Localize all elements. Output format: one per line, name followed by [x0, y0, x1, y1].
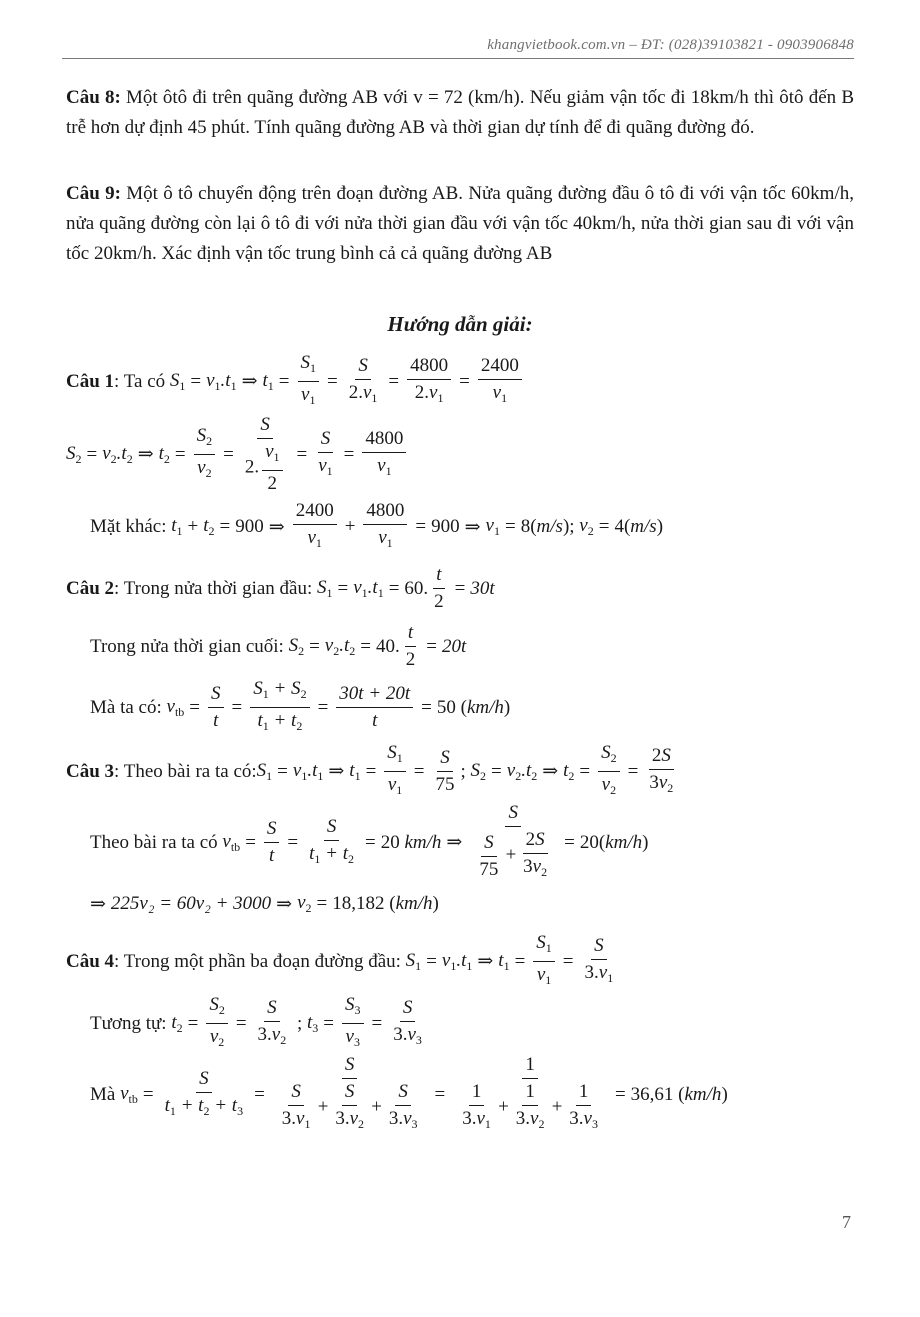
- question-text: Một ô tô chuyển động trên đoạn đường AB. Nửa quãng đường đầu ô tô đi với vận tốc 60km/h, nửa quãng đường còn lại ô tô đi với nửa thời gian đầu với vận tốc 40km/h, nửa thời gian sau đi với vận tốc 20km/h. Xác định vận tốc trung bình cả cả quãng đường AB: [66, 183, 854, 264]
- equation: 225v₂ = 60v₂ + 3000: [110, 893, 272, 914]
- solution-4-line-1: Câu 4 : Trong một phần ba đoạn đường đầu: $S_1$ = $v_1.t_1$ ⇒ $t_1$ = $\frac{S_1}{v_1}$ = $\frac{S}{3.v_1}$: [66, 932, 614, 987]
- numerator: 4800: [363, 500, 407, 525]
- solution-intro: : Ta có: [114, 370, 166, 392]
- solution-2-line-3: Mà ta có: $v_{tb}$ = $\frac{S}{t}$ = $\frac{S_1 + S_2}{t_1 + t_2}$ = $\frac{30t + 20t}{t}$ = 50 ( km/h ): [90, 678, 511, 733]
- line-intro: Mặt khác:: [90, 516, 167, 537]
- header-text: khangvietbook.com.vn – ĐT: (028)39103821 - 0903906848: [487, 37, 854, 53]
- line-intro: Theo bài ra ta có: [90, 831, 218, 853]
- value: 30t: [470, 577, 495, 599]
- numerator: 4800: [362, 428, 406, 453]
- solution-label: Câu 4: [66, 950, 115, 972]
- numerator: 4800: [407, 355, 451, 380]
- value: 40: [375, 635, 395, 657]
- value: 30t: [339, 683, 364, 704]
- unit: km/h: [605, 831, 643, 853]
- denominator: 75: [435, 774, 455, 795]
- solution-3-line-3: ⇒ 225v₂ = 60v₂ + 3000 ⇒ $v_2$ = 18,182 ( km/h ): [90, 892, 439, 915]
- value: 8: [520, 516, 531, 537]
- line-intro: Mà: [90, 1083, 116, 1105]
- unit: km/h: [404, 831, 442, 853]
- result-value: 50: [436, 696, 456, 718]
- question-label: Câu 8:: [66, 87, 121, 108]
- solution-2-line-1: Câu 2 : Trong nửa thời gian đầu: $S_1$ = $v_1.t_1$ = 60 . $\frac{t}{2}$ = 30t: [66, 564, 495, 612]
- solutions-title: Hướng dẫn giải:: [387, 312, 533, 336]
- value: 20t: [385, 683, 411, 704]
- solution-label: Câu 1: [66, 370, 115, 392]
- solution-3-line-2: Theo bài ra ta có $v_{tb}$ = $\frac{S}{t}$ = $\frac{S}{t_1 + t_2}$ = 20 km/h ⇒ S $\frac{S}{75}$ + $\frac{2S}{3v_2}$ = 20 ( km/h ): [90, 802, 649, 880]
- value: 4: [614, 516, 624, 537]
- line-intro: Trong nửa thời gian cuối:: [90, 635, 284, 657]
- value: 900: [235, 516, 264, 537]
- result-value: 18,182: [332, 893, 385, 914]
- unit: km/h: [395, 893, 433, 914]
- solution-1-line-2: $S_2$ = $v_2.t_2$ ⇒ $t_2$ = $\frac{S_2}{v_2}$ = S 2. $\frac{v_1}{2}$ = $\frac{S}{v_1}$ = $\frac{4800}{v_1}$: [66, 414, 409, 495]
- line-intro: Mà ta có:: [90, 696, 162, 718]
- numerator: 2400: [293, 500, 337, 525]
- numerator: 2400: [478, 355, 522, 380]
- solution-4-line-3: Mà $v_{tb}$ = $\frac{S}{t_1 + t_2 + t_3}$ = S $\frac{S}{3.v_1}$ + $\frac{S}{3.v_2}$ + $\frac{S}{3.v_3}$ = 1 $\frac{1}{3.v_1}$ + $\frac{1}{3.v_2}$ + $\frac{1}{3.v_3}$ = 36,61 ( km/h ): [90, 1054, 728, 1131]
- solution-label: Câu 3: [66, 760, 115, 782]
- question-9: [66, 179, 854, 269]
- solution-intro: : Trong một phần ba đoạn đường đầu:: [114, 950, 401, 972]
- result-value: 36,61: [630, 1083, 674, 1105]
- value: 20t: [441, 635, 467, 657]
- solution-intro: : Trong nửa thời gian đầu:: [114, 577, 313, 599]
- solution-1-line-3: Mặt khác: $t_1$ + $t_2$ = 900 ⇒ $\frac{2400}{v_1}$ + $\frac{4800}{v_1}$ = 900 ⇒ $v_1$ = 8 ( m/s ); $v_2$ = 4 ( m/s ): [90, 500, 664, 550]
- unit: m/s: [536, 516, 563, 537]
- page-number: 7: [842, 1212, 851, 1232]
- solution-2-line-2: Trong nửa thời gian cuối: $S_2$ = $v_2.t_2$ = 40 . $\frac{t}{2}$ = 20t: [90, 622, 467, 670]
- solution-1-line-1: Câu 1 : Ta có $S_1$ = $v_1.t_1$ ⇒ $t_1$ = $\frac{S_1}{v_1}$ = $\frac{S}{2.v_1}$ = $\frac{4800}{2.v_1}$ = $\frac{2400}{v_1}$: [66, 352, 525, 411]
- question-text: Một ôtô đi trên quãng đường AB với v = 72 (km/h). Nếu giảm vận tốc đi 18km/h thì ôtô đến B trễ hơn dự định 45 phút. Tính quãng đường AB và thời gian dự tính để đi quãng đường đó.: [66, 87, 854, 138]
- value: 900: [431, 516, 460, 537]
- unit: m/s: [630, 516, 657, 537]
- denominator: 75: [479, 858, 499, 880]
- question-8: [66, 83, 854, 143]
- line-intro: Tương tự:: [90, 1012, 167, 1034]
- unit: km/h: [466, 696, 504, 718]
- value: 20: [380, 831, 400, 853]
- solution-intro: : Theo bài ra ta có:: [114, 760, 257, 782]
- unit: km/h: [684, 1083, 722, 1105]
- page-header: [62, 36, 854, 59]
- solution-3-line-1: Câu 3 : Theo bài ra ta có: $S_1$ = $v_1.t_1$ ⇒ $t_1$ = $\frac{S_1}{v_1}$ = $\frac{S}{75}$ ; $S_2$ = $v_2.t_2$ ⇒ $t_2$ = $\frac{S_2}{v_2}$ = $\frac{2S}{3v_2}$: [66, 742, 674, 797]
- solution-4-line-2: Tương tự: $t_2$ = $\frac{S_2}{v_2}$ = $\frac{S}{3.v_2}$ ; $t_3$ = $\frac{S_3}{v_3}$ = $\frac{S}{3.v_3}$: [90, 994, 422, 1049]
- question-label: Câu 9:: [66, 183, 121, 204]
- value: 20: [579, 831, 599, 853]
- solution-label: Câu 2: [66, 577, 115, 599]
- value: 60: [404, 577, 424, 599]
